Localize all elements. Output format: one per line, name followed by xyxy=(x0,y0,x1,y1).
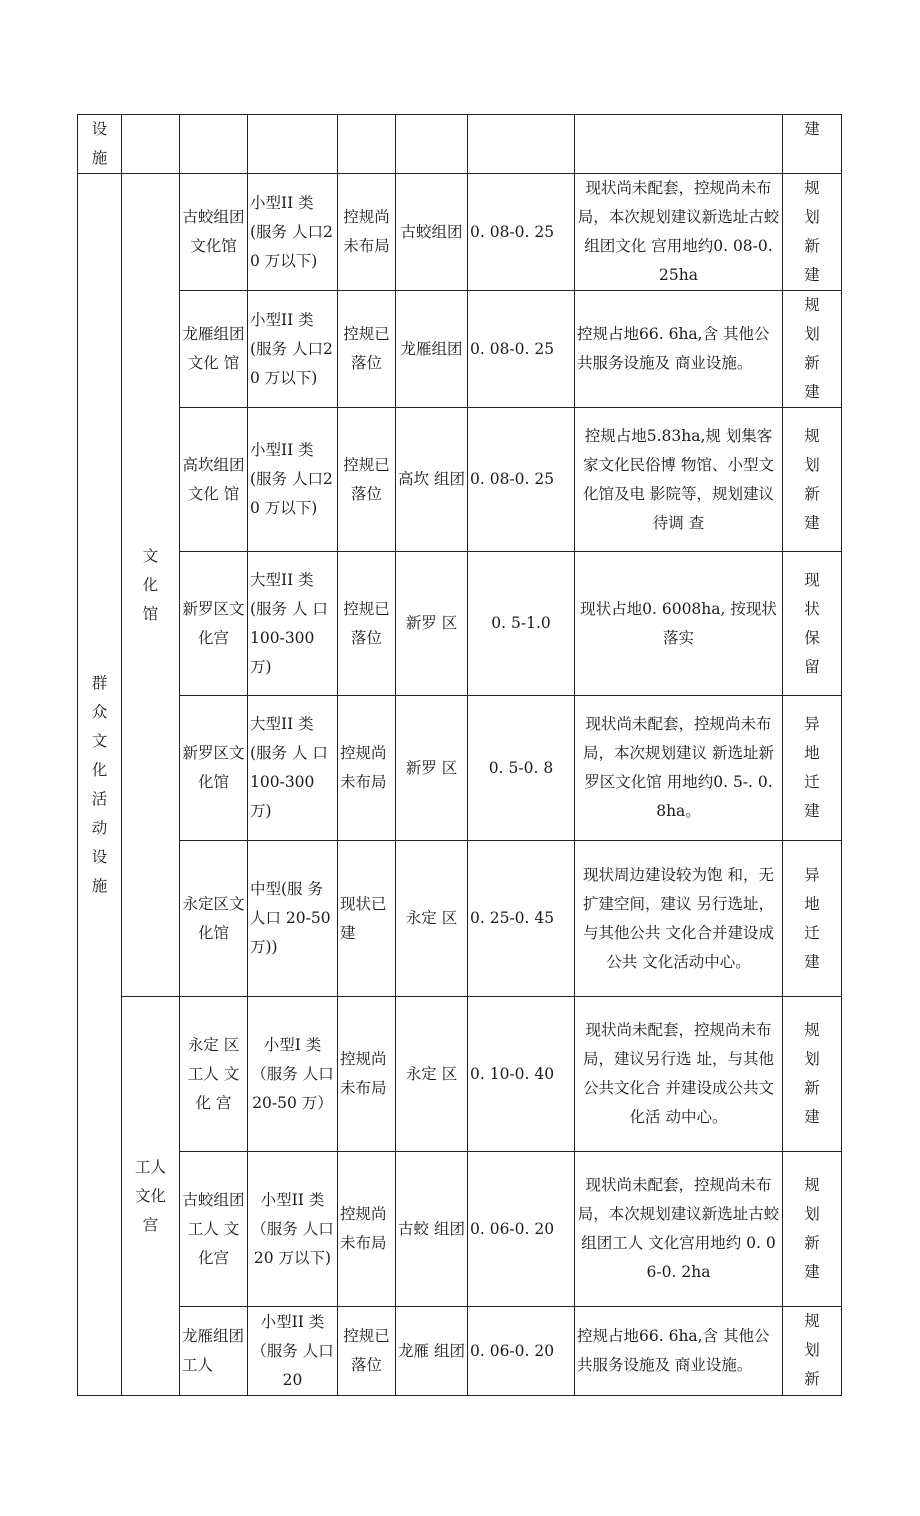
facility-type: 小型II 类(服务 人口20 万以下) xyxy=(248,174,338,291)
note: 现状占地0. 6008ha, 按现状落实 xyxy=(575,552,783,696)
action: 规划新建 xyxy=(783,997,842,1152)
facility-type: 小型II 类（服务 人口 20 xyxy=(248,1307,338,1396)
note: 现状周边建设较为饱 和，无扩建空间，建议 另行选址，与其他公共 文化合并建设成公共 文化活动中心。 xyxy=(575,841,783,997)
table-row xyxy=(78,291,842,408)
facility-name: 新罗区文 化宫 xyxy=(180,552,248,696)
note: 控规占地5.83ha,规 划集客家文化民俗博 物馆、小型文化馆及电 影院等，规划建议待调 查 xyxy=(575,408,783,552)
location: 高坎 组团 xyxy=(396,408,468,552)
facility-name: 古蛟组团 工人 文化宫 xyxy=(180,1152,248,1307)
plan-status: 控规已落位 xyxy=(338,291,396,408)
facility-type: 小型II 类（服务 人口 20 万以下) xyxy=(248,1152,338,1307)
table-row xyxy=(78,1152,842,1307)
land-area: 0. 08-0. 25 xyxy=(468,174,575,291)
facility-name: 龙雁组团 工人 xyxy=(180,1307,248,1396)
table-row xyxy=(78,841,842,997)
action: 规划新 xyxy=(783,1307,842,1396)
action-cell-top: 建 xyxy=(783,115,842,174)
facility-name: 新罗区文 化馆 xyxy=(180,696,248,841)
land-area: 0. 06-0. 20 xyxy=(468,1307,575,1396)
action: 规划新建 xyxy=(783,291,842,408)
facility-table xyxy=(77,114,842,1396)
facility-name: 永定 区工人 文化 宫 xyxy=(180,997,248,1152)
category-cell-top: 设施 xyxy=(78,115,122,174)
action: 异地迁建 xyxy=(783,696,842,841)
group-cell-workers-palace: 工人文化宫 xyxy=(122,997,180,1396)
location: 古蛟 组团 xyxy=(396,1152,468,1307)
facility-type: 大型II 类(服务 人 口100-300 万) xyxy=(248,552,338,696)
group-cell-culture-hall: 文化馆 xyxy=(122,174,180,997)
land-area: 0. 25-0. 45 xyxy=(468,841,575,997)
facility-name: 古蛟组团 文化馆 xyxy=(180,174,248,291)
note: 现状尚未配套，控规尚未布局，本次规划建议新选址古蛟组团文化 宫用地约0. 08-0. 25ha xyxy=(575,174,783,291)
plan-status: 现状已建 xyxy=(338,841,396,997)
plan-status: 控规尚未布局 xyxy=(338,174,396,291)
location: 龙雁组团 xyxy=(396,291,468,408)
plan-status: 控规尚未布局 xyxy=(338,1152,396,1307)
land-area: 0. 10-0. 40 xyxy=(468,997,575,1152)
table-row xyxy=(78,1307,842,1396)
plan-status: 控规尚未布局 xyxy=(338,696,396,841)
action: 现状保留 xyxy=(783,552,842,696)
land-area: 0. 5-0. 8 xyxy=(468,696,575,841)
plan-status: 控规已落位 xyxy=(338,552,396,696)
facility-type: 小型I 类（服务 人口 20-50 万） xyxy=(248,997,338,1152)
plan-status: 控规尚未布局 xyxy=(338,997,396,1152)
facility-type: 小型II 类(服务 人口20 万以下) xyxy=(248,291,338,408)
facility-type: 大型II 类(服务 人 口100-300 万) xyxy=(248,696,338,841)
land-area: 0. 08-0. 25 xyxy=(468,408,575,552)
location: 新罗 区 xyxy=(396,552,468,696)
facility-name: 高坎组团 文化 馆 xyxy=(180,408,248,552)
table-row xyxy=(78,997,842,1152)
note: 现状尚未配套，控规尚未布局，本次规划建议 新选址新罗区文化馆 用地约0. 5-. 0. 8ha。 xyxy=(575,696,783,841)
category-cell: 群众文化活动设施 xyxy=(78,174,122,1396)
facility-name: 龙雁组团 文化 馆 xyxy=(180,291,248,408)
note: 控规占地66. 6ha,含 其他公共服务设施及 商业设施。 xyxy=(575,1307,783,1396)
facility-type: 中型(服 务人口 20-50万)) xyxy=(248,841,338,997)
location: 永定 区 xyxy=(396,841,468,997)
action: 异地迁建 xyxy=(783,841,842,997)
location: 永定 区 xyxy=(396,997,468,1152)
plan-status: 控规已落位 xyxy=(338,1307,396,1396)
note: 现状尚未配套，控规尚未布局，本次规划建议新选址古蛟组团工人 文化宫用地约 0. 06-0. 2ha xyxy=(575,1152,783,1307)
note: 现状尚未配套，控规尚未布局，建议另行选 址，与其他公共文化合 并建设成公共文化活 动中心。 xyxy=(575,997,783,1152)
facility-name: 永定区文 化馆 xyxy=(180,841,248,997)
action: 规划新建 xyxy=(783,174,842,291)
table-row xyxy=(78,408,842,552)
plan-status: 控规已落位 xyxy=(338,408,396,552)
land-area: 0. 08-0. 25 xyxy=(468,291,575,408)
location: 新罗 区 xyxy=(396,696,468,841)
action: 规划新建 xyxy=(783,408,842,552)
facility-type: 小型II 类(服务 人口20 万以下) xyxy=(248,408,338,552)
location: 古蛟组团 xyxy=(396,174,468,291)
note: 控规占地66. 6ha,含 其他公共服务设施及 商业设施。 xyxy=(575,291,783,408)
land-area: 0. 5-1.0 xyxy=(468,552,575,696)
land-area: 0. 06-0. 20 xyxy=(468,1152,575,1307)
header-row xyxy=(78,115,842,174)
location: 龙雁 组团 xyxy=(396,1307,468,1396)
action: 规划新建 xyxy=(783,1152,842,1307)
table-row xyxy=(78,552,842,696)
table-row xyxy=(78,696,842,841)
table-row xyxy=(78,174,842,291)
